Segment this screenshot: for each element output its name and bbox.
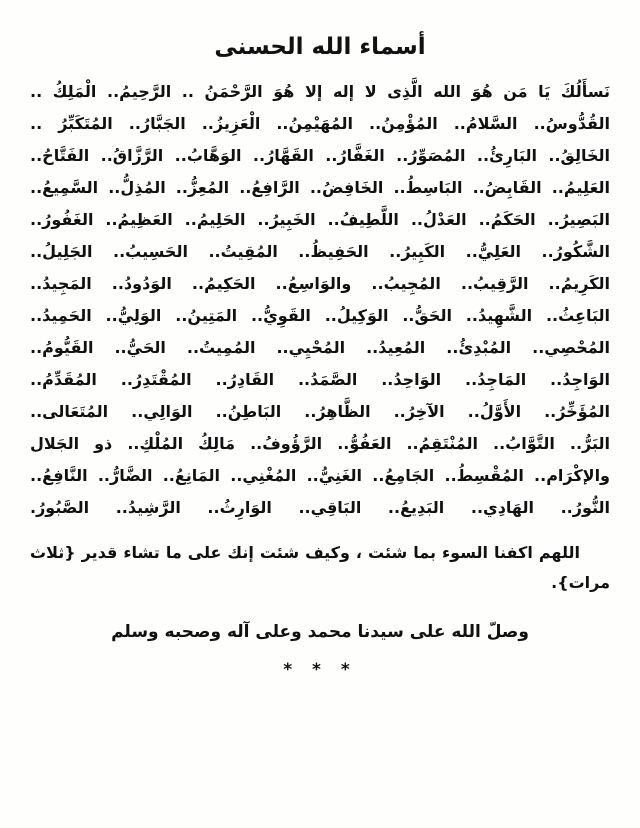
names-line-14: النُّورُ.. الهَادِي.. البَدِيعُ.. البَاقِي.. الوَارِثُ.. الرَّشِيدُ.. الصَّبُورُ. [30,498,610,517]
dua-paragraph [30,538,610,598]
names-line-13: والإكْرَام.. المُقْسِطُ.. الجَامِعُ.. الغَنِيُّ.. المُغْنِي.. المَانِعُ.. الضَّارُّ.. النَّافِعُ.. [30,466,610,485]
dua-line-2: مرات}. [551,573,610,592]
names-line-3: الخَالِقُ.. البَارِئُ.. المُصَوِّرُ.. الغَفَّارُ.. القَهَّارُ.. الوَهَّابُ.. الرَّزَّاقُ.. الفَتَّاحُ.. [30,146,610,165]
names-line-9: المُحْصِي.. المُبْدِئُ.. المُعِيدُ.. المُحْيِي.. المُمِيتُ.. الحَيُّ.. القَيُّومُ.. [30,338,610,357]
page-title: أسماء الله الحسنى [214,34,426,60]
names-block [30,76,610,524]
names-line-10: الوَاجِدُ.. المَاجِدُ.. الوَاحِدُ.. الصَّمَدُ.. القَادِرُ.. المُقْتَدِرُ.. المُقَدِّمُ.. [30,370,610,389]
names-line-1: نَسأَلُكَ يَا مَن هُوَ الله الَّذِى لا إله إلا هُوَ الرَّحْمَنُ .. الرَّحِيمُ.. الْمَلِكُ .. [30,82,610,101]
names-line-5: البَصِيرُ.. الحَكَمُ.. العَدْلُ.. اللَّطِيفُ.. الخَبِيرُ.. الحَلِيمُ.. العَظِيمُ.. الغَفُورُ.. [30,210,610,229]
names-line-7: الكَرِيمُ.. الرَّقِيبُ.. المُجِيبُ.. والوَاسِعُ.. الحَكِيمُ.. الوَدُودُ.. المَجِيدُ.. [30,274,610,293]
names-line-6: الشَّكُورُ.. العَلِيُّ.. الكَبِيرُ.. الحَفِيظُ.. المُقِيتُ.. الحَسِيبُ.. الجَلِيلُ.. [30,242,610,261]
salawat-line: وصلّ الله على سيدنا محمد وعلى آله وصحبه وسلم [111,622,529,642]
names-line-12: البَرُّ.. التَّوَّابُ.. المُنْتَقِمُ.. العَفُوُّ.. الرَّؤُوفُ.. مَالِكُ المُلْكِ.. ذو الجَلال [30,434,610,453]
names-line-8: البَاعِثُ.. الشَّهِيدُ.. الحَقُّ.. الوَكِيلُ.. القَوِيُّ.. المَتِينُ.. الوَلِيُّ.. الحَمِيدُ.. [30,306,610,325]
dua-line-1: اللهم اكفنا السوء بما شئت ، وكيف شئت إنك على ما تشاء قدير {ثلاث [30,543,580,562]
names-line-4: العَلِيمُ.. القَابِضُ.. البَاسِطُ.. الخَافِضُ.. الرَّافِعُ.. المُعِزُّ.. المُذِلُّ.. السَّمِيعُ.. [30,178,610,197]
names-line-2: القُدُّوسُ.. السَّلامُ.. المُؤْمِنُ.. المُهَيْمِنُ.. الْعَزِيزُ.. الجَبَّارُ.. المُتَكَبِّرُ .. [30,114,610,133]
asterisks-ornament: * * * [283,660,357,680]
names-line-11: المُؤَخِّرُ.. الأَوَّلُ.. الآخِرُ.. الظَّاهِرُ.. البَاطِنُ.. الوَالِي.. المُتَعَالى.. [30,402,610,421]
